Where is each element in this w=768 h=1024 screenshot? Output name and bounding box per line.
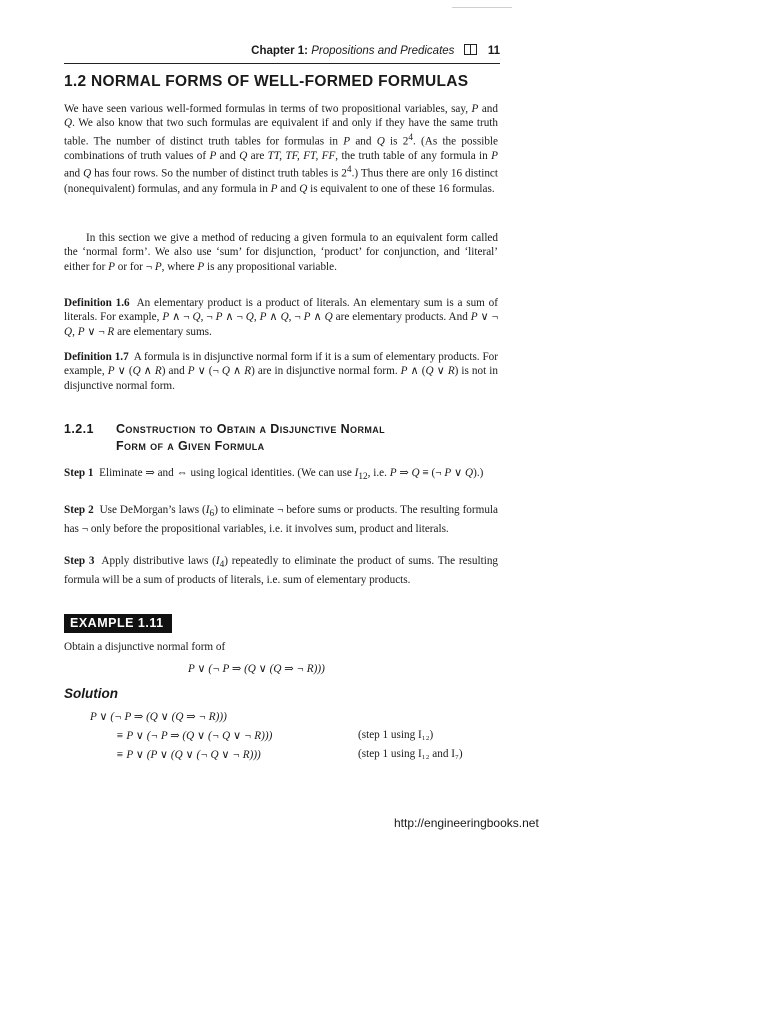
section-title: 1.2 NORMAL FORMS OF WELL-FORMED FORMULAS <box>64 73 469 90</box>
definition-1-6: Definition 1.6 An elementary product is a product of literals. An elementary sum is a sum of literals. For example, P ∧ ¬ Q, ¬ P ∧ ¬ Q, P ∧ Q, ¬ P ∧ Q are elementary products. And P ∨ ¬ Q, P ∨ ¬ R are elementary sums. <box>64 297 499 338</box>
example-prompt: Obtain a disjunctive normal form of <box>64 641 226 653</box>
book-icon <box>464 44 477 55</box>
header-rule <box>64 63 500 64</box>
subsection-number: 1.2.1 <box>64 422 94 436</box>
step-3: Step 3 Apply distributive laws $(I_4)$ repeatedly to eliminate the product of sums. The resulting formula will be a sum of products of literals, i.e. sum of elementary products. <box>64 555 499 586</box>
subsection-title-line1: Construction to Obtain a Disjunctive Normal <box>116 422 386 436</box>
subsection-title <box>64 421 385 455</box>
scan-artifact <box>452 7 512 8</box>
header-chapter: Chapter 1: <box>251 45 309 57</box>
step-2: Step 2 Use DeMorgan’s laws $(I_6)$ to eliminate ¬ before sums or products. The resulting formula has ¬ only before the propositional variables, i.e. it involves sum, product and literals. <box>64 504 498 535</box>
footer-url[interactable]: http://engineeringbooks.net <box>394 816 539 830</box>
paragraph-normal-form: In this section we give a method of reducing a given formula to an equivalent form called the ‘normal form’. We also use ‘sum’ for disjunction, ‘product’ for conjunction, and ‘literal’ either for P or for ¬ P, where P is any propositional variable. <box>64 232 498 273</box>
solution-line-3: ≡ P ∨ (P ∨ (Q ∨ (¬ Q ∨ ¬ R))) <box>116 749 261 761</box>
paragraph-intro: We have seen various well-formed formulas in terms of two propositional variables, say, P and Q. We also know that two such formulas are equivalent if and only if they have the same truth table. The number of distinct truth tables for formulas in P and Q is $2^4$. (As the possible combinations of truth values of P and Q are TT, TF, FT, FF, the truth table of any formula in P and Q has four rows. So the number of distinct truth tables is $2^4$.) Thus there are only 16 distinct (nonequivalent) formulas, and any formula in P and Q is equivalent to one of these 16 formulas. <box>64 103 499 195</box>
solution-title: Solution <box>64 686 118 701</box>
header-chapter-title: Propositions and Predicates <box>311 45 455 57</box>
solution-note-3: (step 1 using I₁₂ and I₇) <box>358 748 463 760</box>
solution-note-2: (step 1 using I₁₂) <box>358 729 434 741</box>
example-label: EXAMPLE 1.11 <box>64 614 172 633</box>
solution-line-2: ≡ P ∨ (¬ P ⇒ (Q ∨ (¬ Q ∨ ¬ R))) <box>116 730 273 742</box>
step-1: Step 1 Eliminate ⇒ and ⇔ using logical identities. (We can use $I_{12}$, i.e. P ⇒ Q ≡ (¬ P ∨ Q).) <box>64 467 484 483</box>
solution-line-1: P ∨ (¬ P ⇒ (Q ∨ (Q ⇒ ¬ R))) <box>90 711 227 723</box>
example-formula: P ∨ (¬ P ⇒ (Q ∨ (Q ⇒ ¬ R))) <box>188 663 325 675</box>
subsection-title-line2: Form of a Given Formula <box>116 439 265 453</box>
running-header <box>64 44 500 62</box>
definition-1-7: Definition 1.7 A formula is in disjunctive normal form if it is a sum of elementary products. For example, P ∨ (Q ∧ R) and P ∨ (¬ Q ∧ R) are in disjunctive normal form. P ∧ (Q ∨ R) is not in disjunctive normal form. <box>64 351 498 392</box>
page-number: 11 <box>487 45 500 57</box>
